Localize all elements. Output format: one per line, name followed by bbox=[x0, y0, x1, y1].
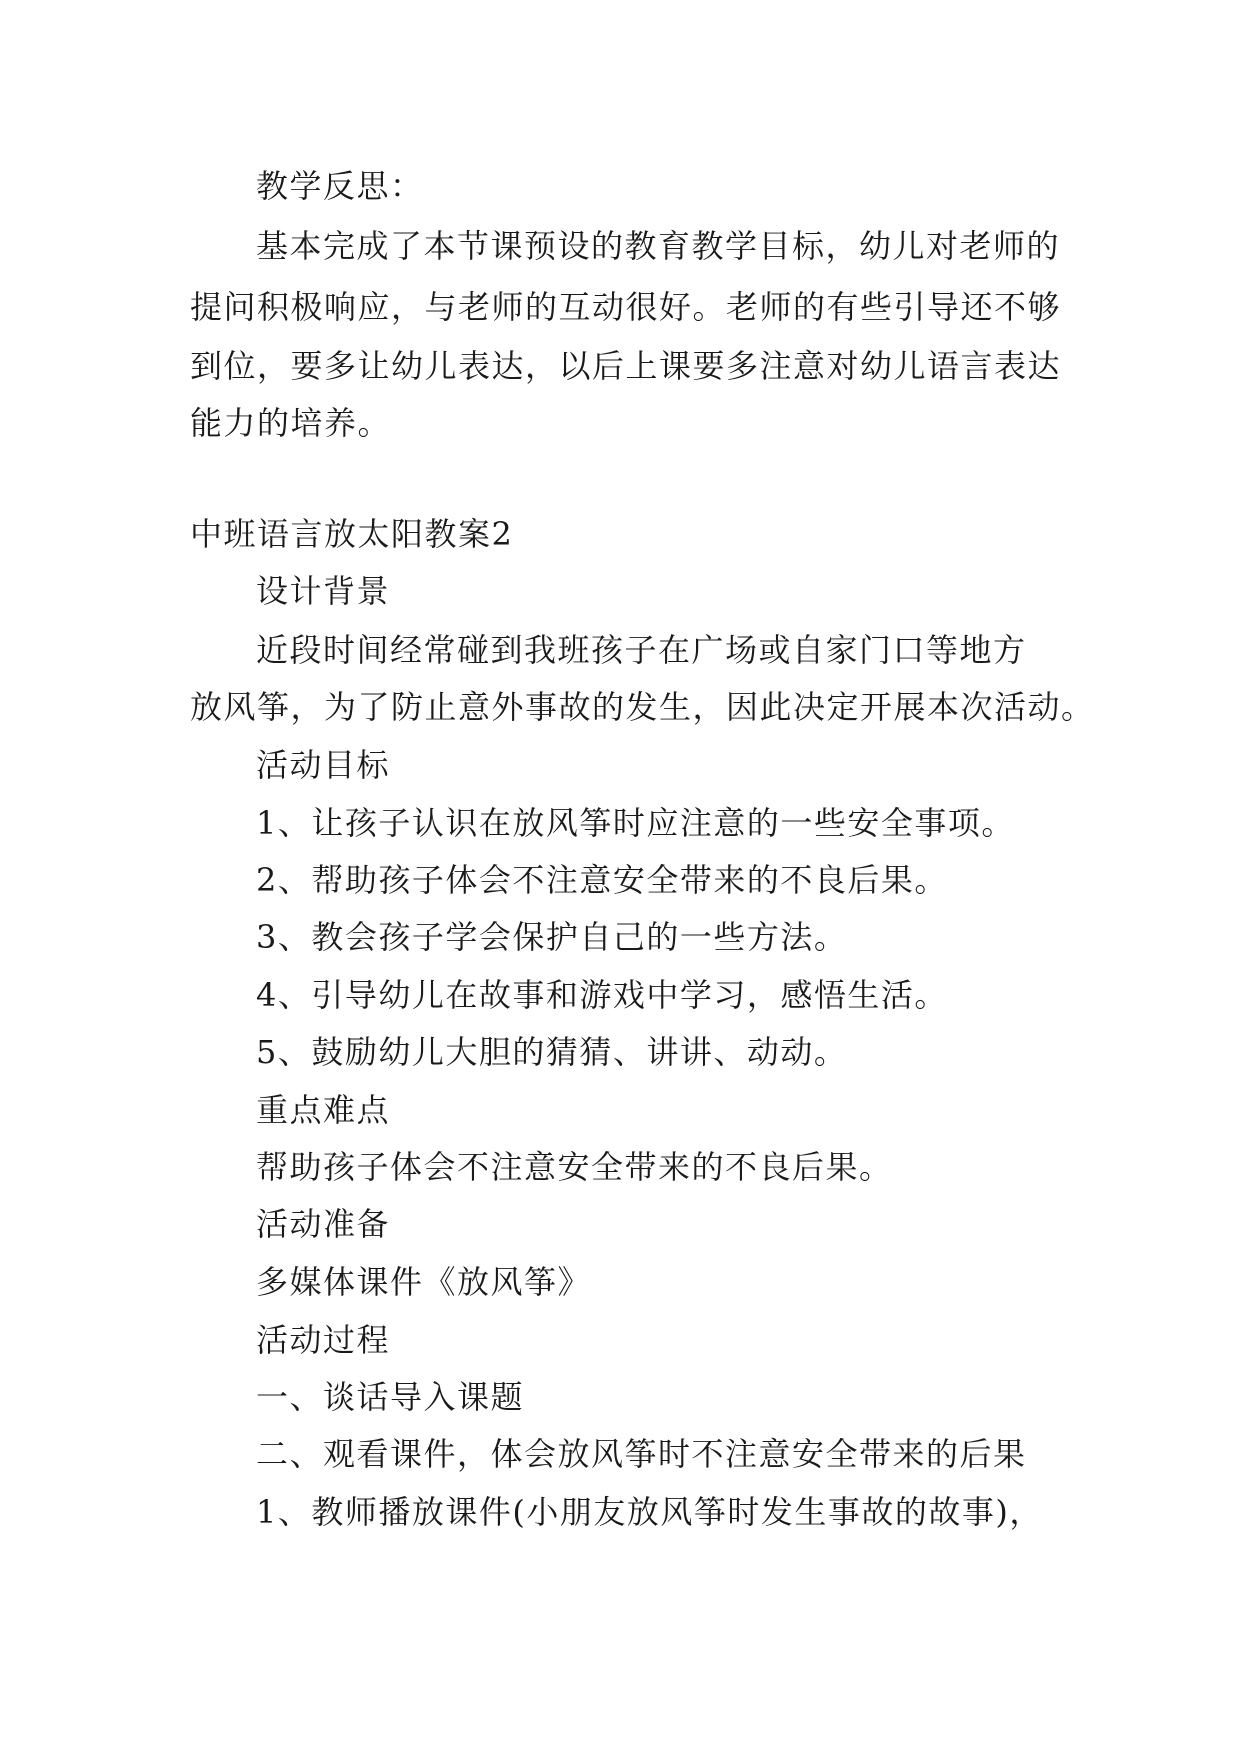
goal-item: 3、教会孩子学会保护自己的一些方法。 bbox=[256, 918, 848, 956]
reflection-paragraph-line: 提问积极响应，与老师的互动很好。老师的有些引导还不够 bbox=[190, 288, 1062, 326]
design-background-line: 放风筝，为了防止意外事故的发生，因此决定开展本次活动。 bbox=[190, 688, 1095, 726]
goals-heading: 活动目标 bbox=[256, 746, 391, 784]
process-item: 1、教师播放课件(小朋友放风筝时发生事故的故事)， bbox=[256, 1493, 1043, 1531]
preparation-heading: 活动准备 bbox=[256, 1205, 391, 1243]
reflection-paragraph-line: 基本完成了本节课预设的教育教学目标，幼儿对老师的 bbox=[256, 227, 1061, 265]
key-points-text: 帮助孩子体会不注意安全带来的不良后果。 bbox=[256, 1148, 893, 1186]
process-item: 二、观看课件，体会放风筝时不注意安全带来的后果 bbox=[256, 1435, 1027, 1473]
goal-item: 2、帮助孩子体会不注意安全带来的不良后果。 bbox=[256, 861, 948, 899]
reflection-paragraph-line: 到位，要多让幼儿表达，以后上课要多注意对幼儿语言表达 bbox=[190, 347, 1062, 385]
process-heading: 活动过程 bbox=[256, 1321, 391, 1359]
lesson-plan-title: 中班语言放太阳教案2 bbox=[190, 515, 514, 553]
design-background-line: 近段时间经常碰到我班孩子在广场或自家门口等地方 bbox=[256, 631, 1027, 669]
key-points-heading: 重点难点 bbox=[256, 1091, 391, 1129]
goal-item: 5、鼓励幼儿大胆的猜猜、讲讲、动动。 bbox=[256, 1033, 848, 1071]
process-item: 一、谈话导入课题 bbox=[256, 1378, 525, 1416]
goal-item: 4、引导幼儿在故事和游戏中学习，感悟生活。 bbox=[256, 976, 948, 1014]
goal-item: 1、让孩子认识在放风筝时应注意的一些安全事项。 bbox=[256, 804, 1015, 842]
reflection-paragraph-line: 能力的培养。 bbox=[190, 404, 392, 442]
preparation-text: 多媒体课件《放风筝》 bbox=[256, 1263, 592, 1301]
design-background-heading: 设计背景 bbox=[256, 572, 391, 610]
reflection-heading: 教学反思： bbox=[256, 167, 424, 205]
